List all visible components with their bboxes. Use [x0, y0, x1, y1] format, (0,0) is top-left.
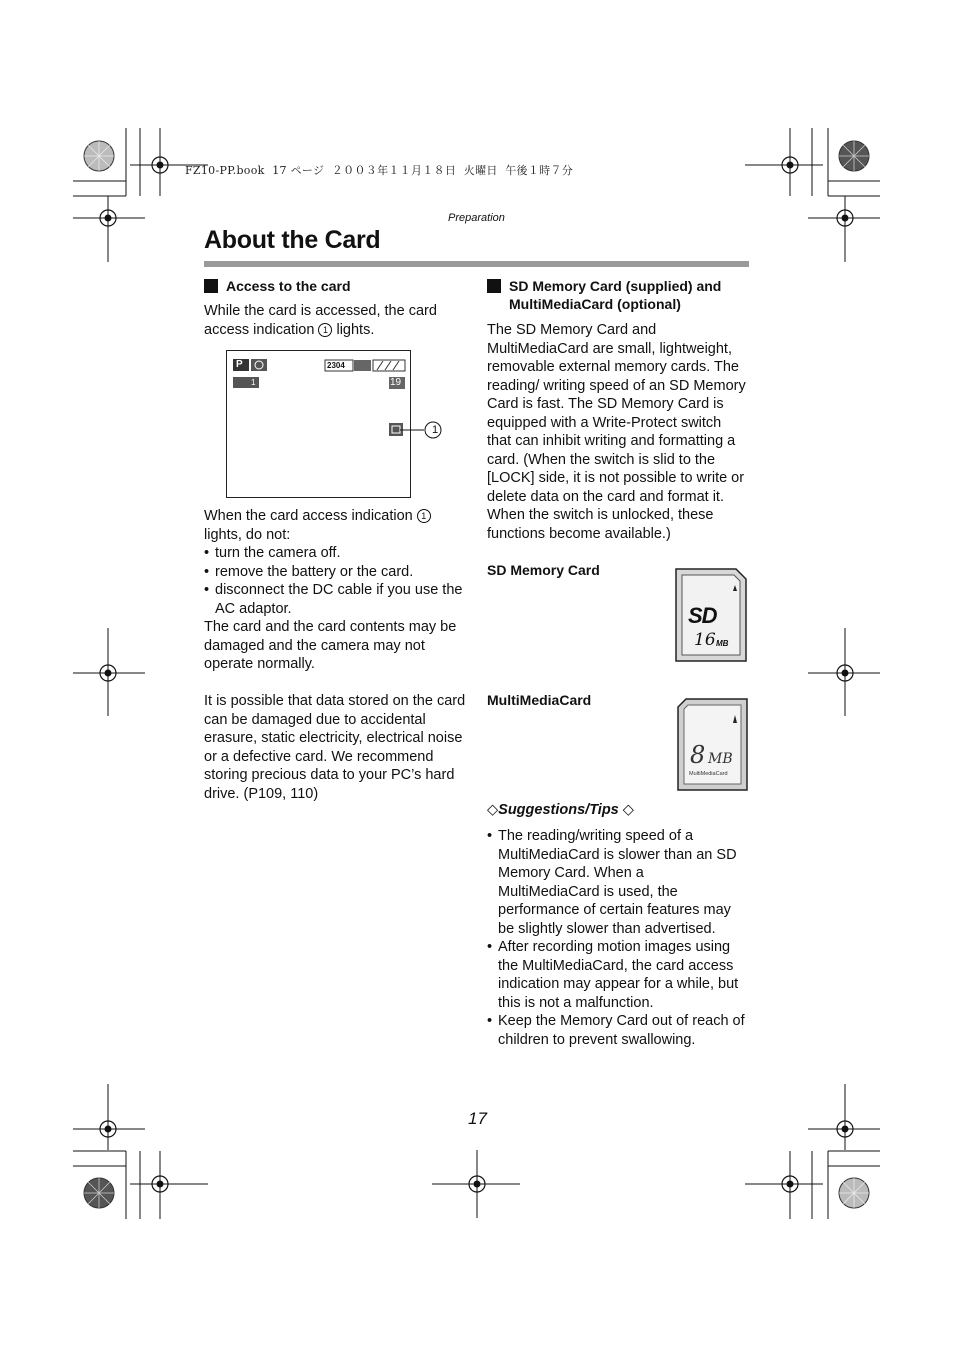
section-label: Preparation [448, 212, 505, 224]
sd-card-illustration [674, 567, 748, 663]
mmc-capacity: 8 [690, 741, 706, 769]
lcd-stabilizer-mode: 1 [251, 378, 256, 387]
lcd-resolution: 2304 [327, 361, 345, 370]
callout-number: 1 [431, 424, 439, 436]
sd-paragraph: The SD Memory Card and MultiMediaCard are small, lightweight, removable external memory cards. The reading/ writing speed of an SD Memory Card is fast. The SD Memory Card is equipped with a Write-Protect switch that can inhibit writing and formatting a card. (When the switch is slid to the [LOCK] side, it is not possible to write or delete data on the card and format it. When the switch is unlocked, these functions become available.) [487, 322, 746, 542]
list-item: • turn the camera off. [204, 544, 466, 563]
mmc-card-label: MultiMediaCard [487, 692, 592, 708]
donot-block [204, 507, 466, 674]
list-item: • After recording motion images using the MultiMediaCard, the card access indication may appear for a while, but this is not a malfunction. [487, 938, 749, 1012]
list-item: • disconnect the DC cable if you use the AC adaptor. [204, 581, 466, 618]
lcd-frames-remaining: 19 [390, 377, 402, 388]
page-number: 17 [468, 1109, 487, 1128]
callout-number-icon: 1 [417, 509, 431, 523]
mmc-card-illustration [676, 697, 749, 792]
diamond-icon: ◇ [622, 802, 634, 818]
lcd-screen-illustration [226, 350, 411, 498]
backup-note: It is possible that data stored on the card can be damaged due to accidental erasure, static electricity, electrical noise or a defective card. We recommend storing precious data to your PC’s hard drive. (P109, 110) [204, 693, 466, 802]
tips-heading: ◇Suggestions/Tips ◇ [487, 802, 634, 818]
lcd-screen-graphic [227, 351, 410, 497]
donot-intro: When the card access indication 1 lights, do not: [204, 507, 466, 544]
list-item: • The reading/writing speed of a MultiMediaCard is slower than an SD Memory Card. When a MultiMediaCard is used, the performance of certain features may be slightly slower than advertised. [487, 827, 749, 938]
sd-logo: SD [688, 603, 717, 628]
sd-capacity-unit: MB [716, 639, 729, 648]
sd-card-label: SD Memory Card [487, 562, 600, 578]
mmc-card-graphic [676, 697, 749, 792]
list-item: • remove the battery or the card. [204, 563, 466, 582]
list-item: • Keep the Memory Card out of reach of children to prevent swallowing. [487, 1012, 749, 1049]
tips-list [487, 827, 749, 1049]
heading-square-icon [204, 279, 218, 293]
sd-capacity: 16 [694, 630, 716, 650]
damage-note: The card and the card contents may be damaged and the camera may not operate normally. [204, 619, 457, 672]
access-intro: While the card is accessed, the card access indication 1 lights. [204, 303, 437, 338]
mmc-capacity-unit: MB [708, 751, 733, 767]
mmc-brand: MultiMediaCard [689, 771, 728, 777]
access-heading: Access to the card [204, 277, 464, 295]
callout-number-icon: 1 [318, 323, 332, 337]
heading-square-icon [487, 279, 501, 293]
title-rule [204, 261, 749, 267]
lcd-mode: P [236, 359, 243, 370]
print-info-line: FZ10-PP.book 17 ページ ２００３年１１月１８日 火曜日 午後１時７分 [185, 164, 574, 177]
diamond-icon: ◇ [487, 802, 499, 818]
page-title: About the Card [204, 226, 381, 254]
sd-heading: SD Memory Card (supplied) and MultiMediaCard (optional) [487, 277, 749, 313]
